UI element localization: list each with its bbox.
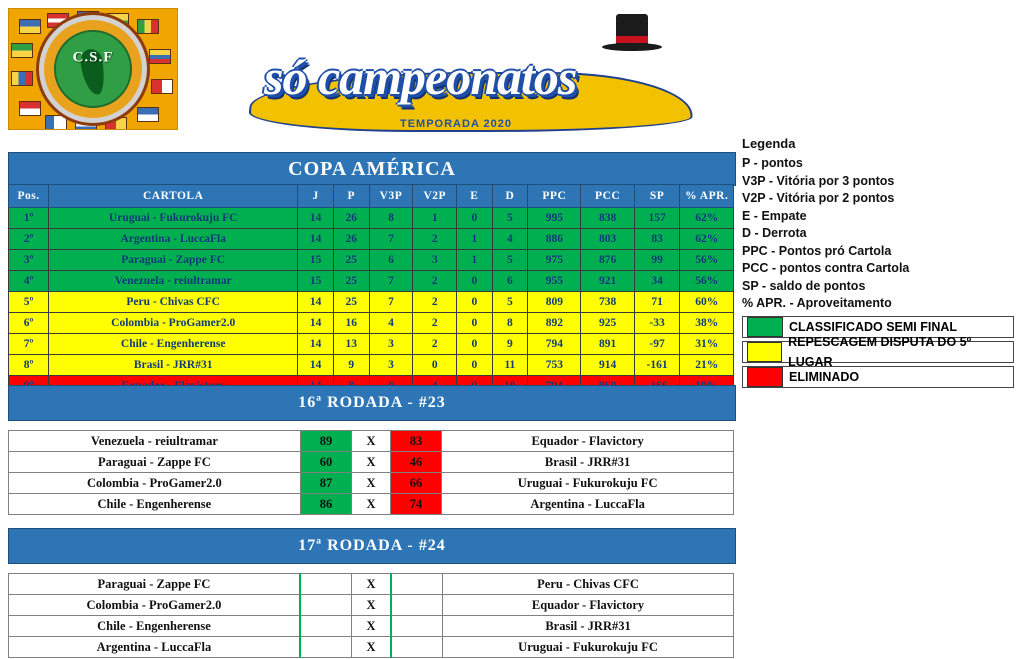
legend-line: PCC - pontos contra Cartola bbox=[742, 261, 910, 275]
match-row bbox=[9, 595, 734, 616]
legend-color-key bbox=[742, 316, 1014, 388]
standings-cell: 0 bbox=[457, 292, 492, 313]
table-row bbox=[9, 355, 734, 376]
standings-cell: 7º bbox=[9, 334, 49, 355]
brand-season-year: 2020 bbox=[483, 118, 513, 130]
legend-line: V3P - Vitória por 3 pontos bbox=[742, 173, 895, 188]
match-home-team: Chile - Engenherense bbox=[9, 616, 300, 637]
globe-icon bbox=[54, 30, 132, 108]
standings-cell: 7 bbox=[369, 271, 413, 292]
standings-cell: 6 bbox=[492, 271, 528, 292]
standings-cell: 62% bbox=[680, 208, 734, 229]
match-home-score bbox=[300, 595, 352, 616]
match-away-team: Equador - Flavictory bbox=[442, 431, 734, 452]
standings-cell: 886 bbox=[528, 229, 581, 250]
standings-team-name: Paraguai - Zappe FC bbox=[49, 250, 298, 271]
flag-icon bbox=[19, 101, 41, 116]
legend-line: D - Derrota bbox=[742, 226, 807, 240]
standings-cell: 16 bbox=[333, 313, 369, 334]
standings-cell: 25 bbox=[333, 271, 369, 292]
standings-cell: 7 bbox=[369, 292, 413, 313]
flag-icon bbox=[137, 107, 159, 122]
legend-key-label: ELIMINADO bbox=[789, 369, 860, 384]
match-home-score bbox=[300, 637, 352, 658]
match-away-team: Brasil - JRR#31 bbox=[443, 616, 734, 637]
standings-cell: 2 bbox=[413, 292, 457, 313]
table-row bbox=[9, 334, 734, 355]
standings-cell: 838 bbox=[581, 208, 634, 229]
standings-col-header: PPC bbox=[528, 185, 581, 208]
legend-panel bbox=[742, 136, 1014, 388]
standings-cell: 34 bbox=[634, 271, 680, 292]
standings-cell: 1º bbox=[9, 208, 49, 229]
standings-cell: 25 bbox=[333, 250, 369, 271]
standings-cell: 9 bbox=[492, 334, 528, 355]
match-home-team: Venezuela - reiultramar bbox=[9, 431, 301, 452]
match-row bbox=[9, 452, 734, 473]
standings-col-header: CARTOLA bbox=[49, 185, 298, 208]
standings-cell: 925 bbox=[581, 313, 634, 334]
match-away-team: Brasil - JRR#31 bbox=[442, 452, 734, 473]
standings-cell: 4º bbox=[9, 271, 49, 292]
standings-col-header: % APR. bbox=[680, 185, 734, 208]
round16-title: 16ª RODADA - #23 bbox=[8, 385, 736, 421]
match-row bbox=[9, 574, 734, 595]
standings-cell: 157 bbox=[634, 208, 680, 229]
standings-cell: 921 bbox=[581, 271, 634, 292]
standings-cell: 955 bbox=[528, 271, 581, 292]
crest-initials: C.S.F bbox=[72, 49, 114, 66]
match-away-team: Equador - Flavictory bbox=[443, 595, 734, 616]
standings-cell: 794 bbox=[528, 334, 581, 355]
standings-cell: 5 bbox=[492, 250, 528, 271]
legend-line: PPC - Pontos pró Cartola bbox=[742, 243, 892, 258]
match-separator: X bbox=[352, 616, 391, 637]
standings-cell: 2 bbox=[413, 271, 457, 292]
match-away-score bbox=[391, 595, 443, 616]
round16-table bbox=[8, 430, 734, 515]
flag-icon bbox=[149, 49, 171, 64]
match-separator: X bbox=[352, 595, 391, 616]
match-away-team: Uruguai - Fukurokuju FC bbox=[442, 473, 734, 494]
standings-col-header: P bbox=[333, 185, 369, 208]
match-away-team: Uruguai - Fukurokuju FC bbox=[443, 637, 734, 658]
standings-cell: 5 bbox=[492, 292, 528, 313]
legend-line: V2P - Vitória por 2 pontos bbox=[742, 191, 895, 205]
legend-line: E - Empate bbox=[742, 208, 807, 223]
match-away-team: Peru - Chivas CFC bbox=[443, 574, 734, 595]
match-row bbox=[9, 473, 734, 494]
legend-color-swatch bbox=[747, 317, 783, 337]
brand-title: só campeonatos bbox=[264, 49, 577, 105]
standings-cell: 56% bbox=[680, 250, 734, 271]
standings-col-header: J bbox=[298, 185, 334, 208]
standings-col-header: V3P bbox=[369, 185, 413, 208]
standings-cell: 753 bbox=[528, 355, 581, 376]
match-home-score: 89 bbox=[300, 431, 352, 452]
match-separator: X bbox=[352, 452, 390, 473]
match-home-score bbox=[300, 616, 352, 637]
legend-lines bbox=[742, 155, 1014, 313]
legend-color-swatch bbox=[747, 367, 783, 387]
match-row bbox=[9, 616, 734, 637]
conmebol-crest-logo bbox=[8, 8, 178, 130]
match-home-score: 60 bbox=[300, 452, 352, 473]
match-away-score: 46 bbox=[390, 452, 442, 473]
standings-cell: 0 bbox=[413, 355, 457, 376]
standings-cell: 14 bbox=[298, 334, 334, 355]
standings-cell: 0 bbox=[457, 355, 492, 376]
standings-team-name: Chile - Engenherense bbox=[49, 334, 298, 355]
standings-cell: 26 bbox=[333, 208, 369, 229]
standings-cell: 60% bbox=[680, 292, 734, 313]
match-away-score bbox=[391, 637, 443, 658]
standings-cell: 26 bbox=[333, 229, 369, 250]
flag-icon bbox=[151, 79, 173, 94]
legend-key-label: REPESCAGEM DISPUTA DO 5º LUGAR bbox=[788, 334, 972, 369]
standings-cell: 0 bbox=[457, 334, 492, 355]
standings-cell: 83 bbox=[634, 229, 680, 250]
standings-col-header: V2P bbox=[413, 185, 457, 208]
standings-cell: 99 bbox=[634, 250, 680, 271]
match-separator: X bbox=[352, 473, 390, 494]
match-row bbox=[9, 637, 734, 658]
flag-icon bbox=[137, 19, 159, 34]
match-separator: X bbox=[352, 494, 390, 515]
standings-cell: 8 bbox=[369, 208, 413, 229]
match-row bbox=[9, 494, 734, 515]
match-away-score bbox=[391, 574, 443, 595]
match-home-score: 87 bbox=[300, 473, 352, 494]
legend-line: SP - saldo de pontos bbox=[742, 278, 866, 293]
table-row bbox=[9, 313, 734, 334]
flag-icon bbox=[11, 43, 33, 58]
table-row bbox=[9, 292, 734, 313]
standings-cell: 11 bbox=[492, 355, 528, 376]
standings-body bbox=[9, 208, 734, 397]
standings-cell: 13 bbox=[333, 334, 369, 355]
standings-cell: 71 bbox=[634, 292, 680, 313]
standings-col-header: Pos. bbox=[9, 185, 49, 208]
standings-cell: -33 bbox=[634, 313, 680, 334]
legend-line: P - pontos bbox=[742, 156, 803, 170]
match-home-team: Colombia - ProGamer2.0 bbox=[9, 473, 301, 494]
match-away-score: 74 bbox=[390, 494, 442, 515]
legend-color-swatch bbox=[747, 342, 782, 362]
match-home-score bbox=[300, 574, 352, 595]
standings-cell: 14 bbox=[298, 355, 334, 376]
standings-header-row bbox=[9, 185, 734, 208]
standings-cell: 995 bbox=[528, 208, 581, 229]
standings-team-name: Brasil - JRR#31 bbox=[49, 355, 298, 376]
legend-title: Legenda bbox=[742, 136, 796, 151]
standings-cell: 738 bbox=[581, 292, 634, 313]
round17-table bbox=[8, 573, 734, 658]
match-home-team: Colombia - ProGamer2.0 bbox=[9, 595, 300, 616]
standings-cell: 15 bbox=[298, 271, 334, 292]
standings-cell: 2º bbox=[9, 229, 49, 250]
standings-cell: 3º bbox=[9, 250, 49, 271]
standings-cell: 6º bbox=[9, 313, 49, 334]
standings-cell: 9 bbox=[333, 355, 369, 376]
standings-cell: -161 bbox=[634, 355, 680, 376]
standings-cell: 2 bbox=[413, 334, 457, 355]
table-row bbox=[9, 208, 734, 229]
standings-cell: 14 bbox=[298, 208, 334, 229]
standings-team-name: Uruguai - Fukurokuju FC bbox=[49, 208, 298, 229]
standings-col-header: SP bbox=[634, 185, 680, 208]
standings-cell: 14 bbox=[298, 229, 334, 250]
standings-cell: 0 bbox=[457, 208, 492, 229]
legend-key-item bbox=[742, 334, 1014, 369]
flag-icon bbox=[11, 71, 33, 86]
standings-team-name: Venezuela - reiultramar bbox=[49, 271, 298, 292]
standings-cell: 38% bbox=[680, 313, 734, 334]
legend-line: % APR. - Aproveitamento bbox=[742, 296, 892, 310]
match-row bbox=[9, 431, 734, 452]
legend-key-label: CLASSIFICADO SEMI FINAL bbox=[789, 319, 958, 334]
standings-cell: 21% bbox=[680, 355, 734, 376]
standings-cell: 4 bbox=[492, 229, 528, 250]
standings-team-name: Argentina - LuccaFla bbox=[49, 229, 298, 250]
standings-cell: 56% bbox=[680, 271, 734, 292]
standings-cell: 8 bbox=[492, 313, 528, 334]
standings-cell: 891 bbox=[581, 334, 634, 355]
standings-team-name: Colombia - ProGamer2.0 bbox=[49, 313, 298, 334]
standings-cell: 914 bbox=[581, 355, 634, 376]
standings-cell: 809 bbox=[528, 292, 581, 313]
standings-cell: 803 bbox=[581, 229, 634, 250]
standings-table bbox=[8, 184, 734, 397]
brand-season bbox=[400, 118, 512, 130]
standings-cell: 15 bbox=[298, 250, 334, 271]
standings-cell: 2 bbox=[413, 313, 457, 334]
standings-col-header: PCC bbox=[581, 185, 634, 208]
standings-cell: -97 bbox=[634, 334, 680, 355]
match-away-score: 83 bbox=[390, 431, 442, 452]
match-home-team: Paraguai - Zappe FC bbox=[9, 452, 301, 473]
standings-cell: 0 bbox=[457, 271, 492, 292]
standings-cell: 2 bbox=[413, 229, 457, 250]
standings-cell: 14 bbox=[298, 292, 334, 313]
match-home-team: Paraguai - Zappe FC bbox=[9, 574, 300, 595]
table-row bbox=[9, 229, 734, 250]
match-separator: X bbox=[352, 431, 390, 452]
standings-cell: 1 bbox=[457, 229, 492, 250]
standings-cell: 7 bbox=[369, 229, 413, 250]
standings-cell: 3 bbox=[369, 355, 413, 376]
match-away-score: 66 bbox=[390, 473, 442, 494]
standings-col-header: D bbox=[492, 185, 528, 208]
match-home-team: Argentina - LuccaFla bbox=[9, 637, 300, 658]
flag-icon bbox=[19, 19, 41, 34]
table-row bbox=[9, 271, 734, 292]
match-away-team: Argentina - LuccaFla bbox=[442, 494, 734, 515]
standings-cell: 876 bbox=[581, 250, 634, 271]
brand-logo bbox=[250, 14, 720, 132]
match-separator: X bbox=[352, 574, 391, 595]
standings-cell: 892 bbox=[528, 313, 581, 334]
standings-cell: 6 bbox=[369, 250, 413, 271]
brand-season-label: TEMPORADA bbox=[400, 118, 484, 130]
match-home-team: Chile - Engenherense bbox=[9, 494, 301, 515]
standings-cell: 8º bbox=[9, 355, 49, 376]
match-away-score bbox=[391, 616, 443, 637]
standings-cell: 5 bbox=[492, 208, 528, 229]
standings-cell: 5º bbox=[9, 292, 49, 313]
standings-cell: 14 bbox=[298, 313, 334, 334]
standings-cell: 3 bbox=[369, 334, 413, 355]
standings-cell: 4 bbox=[369, 313, 413, 334]
standings-cell: 3 bbox=[413, 250, 457, 271]
standings-team-name: Peru - Chivas CFC bbox=[49, 292, 298, 313]
standings-cell: 62% bbox=[680, 229, 734, 250]
standings-cell: 1 bbox=[413, 208, 457, 229]
round17-title: 17ª RODADA - #24 bbox=[8, 528, 736, 564]
standings-col-header: E bbox=[457, 185, 492, 208]
standings-cell: 25 bbox=[333, 292, 369, 313]
standings-cell: 1 bbox=[457, 250, 492, 271]
standings-cell: 31% bbox=[680, 334, 734, 355]
standings-cell: 975 bbox=[528, 250, 581, 271]
table-row bbox=[9, 250, 734, 271]
crest-ring bbox=[36, 12, 150, 126]
match-separator: X bbox=[352, 637, 391, 658]
standings-cell: 0 bbox=[457, 313, 492, 334]
standings-title: COPA AMÉRICA bbox=[8, 152, 736, 186]
match-home-score: 86 bbox=[300, 494, 352, 515]
